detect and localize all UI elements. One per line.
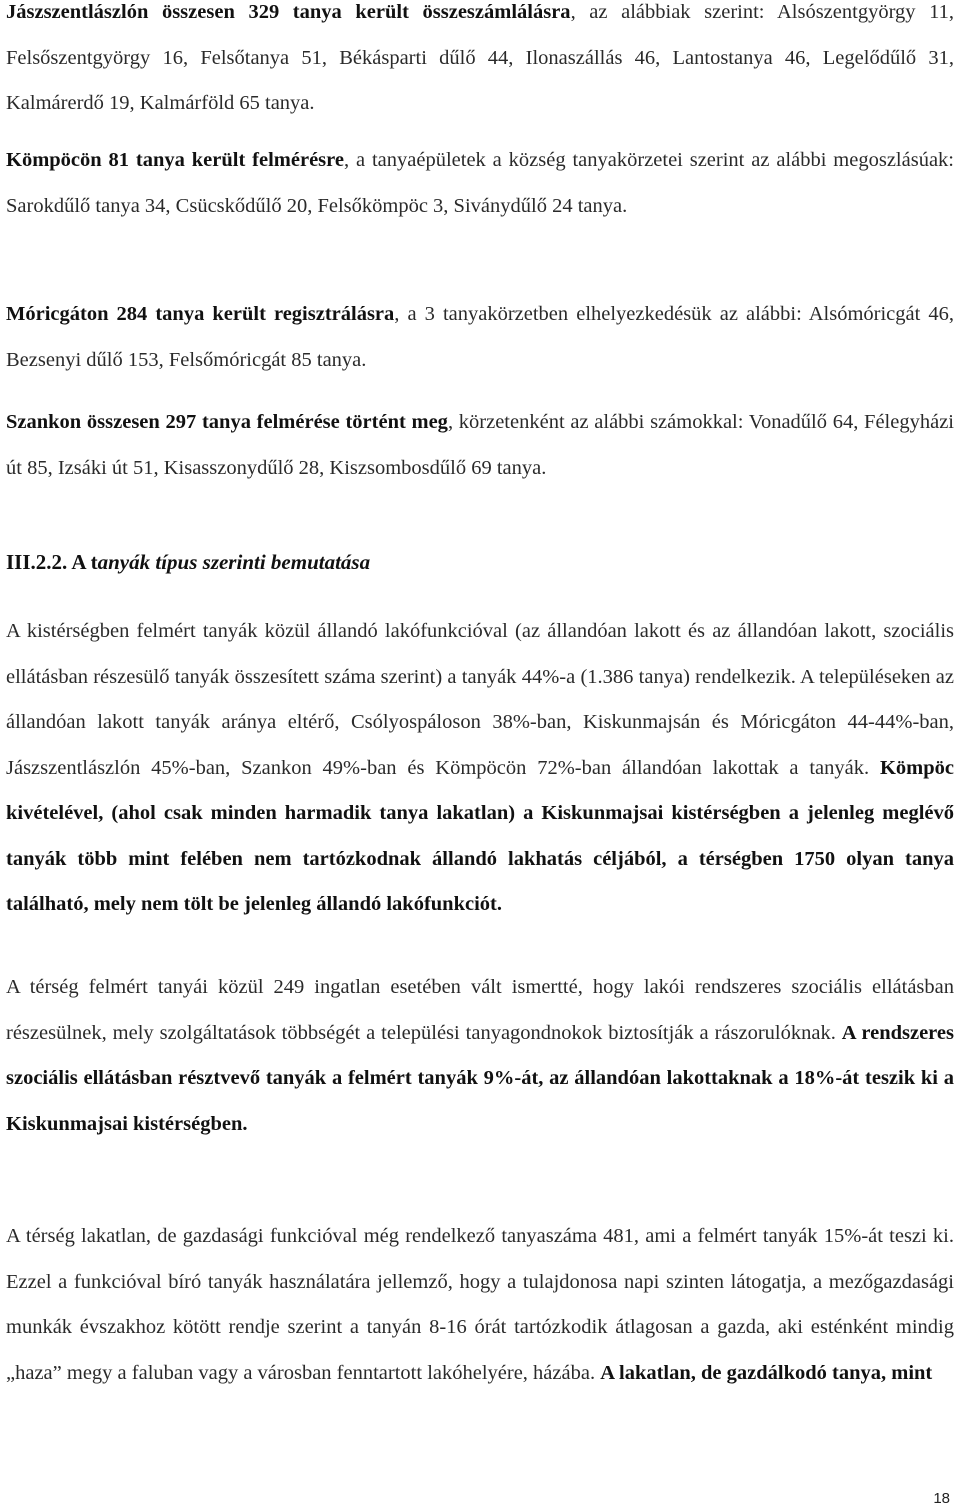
paragraph-jaszszentlaszlo — [6, 0, 954, 127]
paragraph-emphasis-bold: Kömpöc kivételével, (ahol csak minden harmadik tanya lakatlan) a Kiskunmajsai kistérségben a jelenleg meglévő tanyák több mint felében nem tartózkodnak állandó lakhatás céljából, a térségben 1750 olyan tanya található, mely nem tölt be jelenleg állandó lakófunkciót. — [6, 756, 954, 915]
section-title — [71, 550, 370, 574]
section-title-prefix: A t — [71, 550, 98, 574]
paragraph-body: , az alábbiak szerint: Alsószentgyörgy 11, Felsőszentgyörgy 16, Felsőtanya 51, Békásparti dűlő 44, Ilonaszállás 46, Lantostanya 46, Legelődűlő 31, Kalmárerdő 19, Kalmárföld 65 tanya. — [6, 1, 954, 114]
paragraph-emphasis-bold: A lakatlan, de gazdálkodó tanya, mint — [600, 1361, 933, 1384]
paragraph-body: A kistérségben felmért tanyák közül állandó lakófunkcióval (az állandóan lakott és az állandóan lakott, szociális ellátásban részesülő tanyák összesített száma szerint) a tanyák 44%-a (1.386 tanya) rendelkezik. A településeken az állandóan lakott tanyák aránya eltérő, Csólyospáloson 38%-ban, Kiskunmajsán és Móricgáton 44-44%-ban, Jászszentlászlón 45%-ban, Szankon 49%-ban és Kömpöcön 72%-ban állandóan lakottak a tanyák. — [6, 620, 954, 779]
paragraph-szank — [6, 400, 954, 491]
paragraph-lead-bold: Kömpöcön 81 tanya került felmérésre — [6, 149, 344, 171]
paragraph-body: , a tanyaépületek a község tanyakörzetei szerint az alábbi megoszlásúak: Sarokdűlő tanya 34, Csücskődűlő 20, Felsőkömpöc 3, Siványdűlő 24 tanya. — [6, 149, 954, 217]
section-heading — [6, 540, 370, 584]
paragraph-body: A térség lakatlan, de gazdasági funkcióval még rendelkező tanyaszáma 481, ami a felmért tanyák 15%-át teszi ki. Ezzel a funkcióval bíró tanyák használatára jellemző, hogy a tulajdonosa napi szinten látogatja, a mezőgazdasági munkák évszakhoz kötött rendje szerint a tanyán 8-16 órát tartózkodik átlagosan a gazda, aki esténként mindig „haza” megy a faluban vagy a városban fenntartott lakóhelyére, házába. — [6, 1225, 954, 1384]
paragraph-szocialis-ellatas — [6, 965, 954, 1147]
paragraph-body: A térség felmért tanyái közül 249 ingatlan esetében vált ismertté, hogy lakói rendszeres szociális ellátásban részesülnek, mely szolgáltatások többségét a települési tanyagondnokok biztosítják a rászorulóknak. — [6, 976, 954, 1044]
section-number: III.2.2. — [6, 550, 68, 574]
paragraph-body: , körzetenként az alábbi számokkal: Vonadűlő 64, Félegyházi út 85, Izsáki út 51, Kisasszonydűlő 28, Kiszsombosdűlő 69 tanya. — [6, 411, 954, 479]
paragraph-body: , a 3 tanyakörzetben elhelyezkedésük az alábbi: Alsómóricgát 46, Bezsenyi dűlő 153, Felsőmóricgát 85 tanya. — [6, 303, 954, 371]
paragraph-lead-bold: Móricgáton 284 tanya került regisztrálásra — [6, 303, 395, 325]
paragraph-lead-bold: Szankon összesen 297 tanya felmérése történt meg — [6, 411, 448, 433]
paragraph-lead-bold: Jászszentlászlón összesen 329 tanya került összeszámlálásra — [6, 1, 571, 23]
paragraph-emphasis-bold: A rendszeres szociális ellátásban résztvevő tanyák a felmért tanyák 9%-át, az állandóan lakottaknak a 18%-át teszik ki a Kiskunmajsai kistérségben. — [6, 1021, 954, 1135]
section-title-italic: anyák típus szerinti bemutatása — [97, 550, 371, 574]
paragraph-kompoc — [6, 138, 954, 229]
page-number: 18 — [933, 1490, 950, 1507]
paragraph-lakofunkcio — [6, 609, 954, 928]
paragraph-gazdasagi-funkcio — [6, 1214, 954, 1396]
paragraph-moricgat — [6, 292, 954, 383]
